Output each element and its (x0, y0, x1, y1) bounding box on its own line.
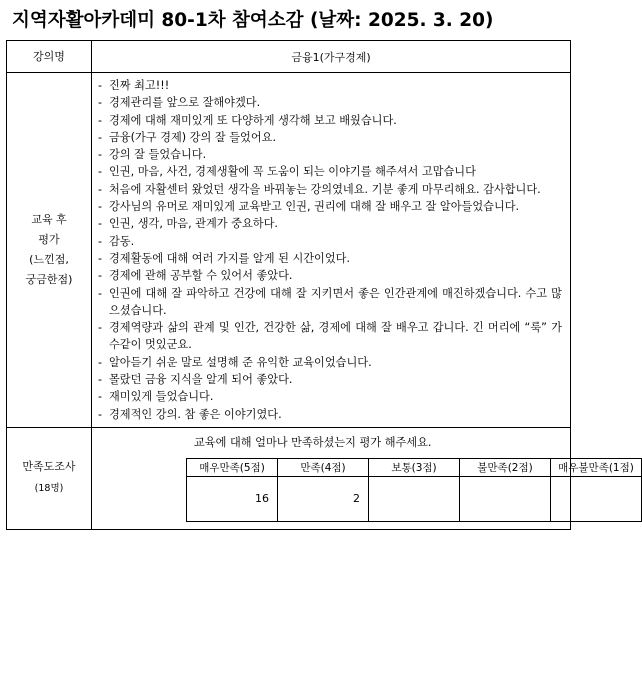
comment-item: - 재미있게 들었습니다. (98, 390, 214, 404)
comment-item: - 처음에 자활센터 왔었던 생각을 바꿔놓는 강의였네요. 기분 좋게 마무리해요. 감사합니다. (98, 182, 541, 196)
score-header-dissatisfied: 불만족(2점) (460, 458, 551, 476)
lecture-name-value: 금융1(가구경제) (92, 41, 571, 73)
satisfaction-survey-cell (92, 427, 634, 529)
score-value-row (187, 476, 642, 521)
comment-text: 인권, 마음, 사건, 경제생활에 꼭 도움이 되는 이야기를 해주셔서 고맙습니다 (109, 165, 476, 179)
score-value-neutral (369, 476, 460, 521)
satisfaction-label-cell (7, 427, 92, 529)
score-header-satisfied: 만족(4점) (278, 458, 369, 476)
comment-text: 경제에 관해 공부할 수 있어서 좋았다. (109, 269, 293, 283)
comment-item: - 금융(가구 경제) 강의 잘 들었어요. (98, 130, 277, 144)
score-value-very-dissatisfied (551, 476, 642, 521)
comment-item: - 경제관리를 앞으로 잘해야겠다. (98, 96, 261, 110)
score-value-dissatisfied (460, 476, 551, 521)
comment-item: - 몰랐던 금융 지식을 알게 되어 좋았다. (98, 373, 293, 387)
comment-item: - 경제활동에 대해 여러 가지를 알게 된 시간이었다. (98, 251, 351, 265)
evaluation-label-line: 궁금한점) (25, 272, 73, 286)
comment-text: 금융(가구 경제) 강의 잘 들었어요. (109, 130, 277, 144)
satisfaction-label: 만족도조사 (22, 460, 76, 474)
lecture-name-label: 강의명 (7, 41, 92, 73)
comment-text: 알아듣기 쉬운 말로 설명해 준 유익한 교육이었습니다. (109, 355, 372, 369)
comment-text: 경제적인 강의. 참 좋은 이야기였다. (109, 407, 282, 421)
score-value-very-satisfied: 16 (187, 476, 278, 521)
comment-item: - 진짜 최고!!! (98, 79, 170, 92)
comment-item: - 경제에 대해 재미있게 또 다양하게 생각해 보고 배웠습니다. (98, 113, 397, 127)
comment-item: - 강의 잘 들었습니다. (98, 148, 207, 162)
evaluation-label (7, 73, 92, 428)
participation-feedback-table (6, 40, 634, 530)
comment-text: 강의 잘 들었습니다. (109, 148, 207, 162)
score-header-very-satisfied: 매우만족(5점) (187, 458, 278, 476)
score-value-satisfied: 2 (278, 476, 369, 521)
evaluation-label-line: 평가 (38, 232, 60, 246)
score-header-row (187, 458, 642, 476)
comment-text: 경제활동에 대해 여러 가지를 알게 된 시간이었다. (109, 251, 351, 265)
comment-item: - 경제에 관해 공부할 수 있어서 좋았다. (98, 269, 293, 283)
satisfaction-score-table (186, 458, 642, 522)
evaluation-label-line: 교육 후 (31, 212, 67, 226)
satisfaction-question: 교육에 대해 얼마나 만족하셨는지 평가 해주세요. (194, 435, 432, 449)
evaluation-label-line: (느낀점, (29, 252, 69, 266)
comment-item: - 감동. (98, 234, 135, 248)
comment-item: - 알아듣기 쉬운 말로 설명해 준 유익한 교육이었습니다. (98, 355, 372, 369)
comment-text: 경제에 대해 재미있게 또 다양하게 생각해 보고 배웠습니다. (109, 113, 397, 127)
comment-item: - 경제적인 강의. 참 좋은 이야기였다. (98, 407, 282, 421)
score-header-neutral: 보통(3점) (369, 458, 460, 476)
comment-item: - 인권, 생각, 마음, 관계가 중요하다. (98, 217, 278, 231)
comment-item: - 인권에 대해 잘 파악하고 건강에 대해 잘 지키면서 좋은 인간관계에 매진하겠습니다. 수고 많으셨습니다. (98, 286, 562, 317)
satisfaction-row (7, 427, 571, 529)
comment-text: 경제관리를 앞으로 잘해야겠다. (109, 96, 261, 110)
comment-text: 인권, 생각, 마음, 관계가 중요하다. (109, 217, 278, 231)
comment-text: 인권에 대해 잘 파악하고 건강에 대해 잘 지키면서 좋은 인간관계에 매진하겠습니다. 수고 많으셨습니다. (109, 286, 562, 317)
comment-list (98, 77, 562, 423)
comment-text: 재미있게 들었습니다. (109, 390, 214, 404)
evaluation-comments-cell (92, 73, 571, 428)
comment-item: - 강사님의 유머로 재미있게 교육받고 인권, 권리에 대해 잘 배우고 잘 알아들었습니다. (98, 200, 520, 214)
comment-text: 진짜 최고!!! (109, 79, 170, 92)
respondent-count: (18명) (34, 483, 64, 495)
comment-item: - 인권, 마음, 사건, 경제생활에 꼭 도움이 되는 이야기를 해주셔서 고맙습니다 (98, 165, 476, 179)
comment-text: 감동. (109, 234, 135, 248)
comment-text: 경제역량과 삶의 관계 및 인간, 건강한 삶, 경제에 대해 잘 배우고 갑니다. 긴 머리에 “룩” 가수같이 멋있군요. (109, 321, 562, 352)
comment-text: 몰랐던 금융 지식을 알게 되어 좋았다. (109, 373, 293, 387)
comment-text: 강사님의 유머로 재미있게 교육받고 인권, 권리에 대해 잘 배우고 잘 알아들었습니다. (109, 200, 520, 214)
header-row (7, 41, 571, 73)
evaluation-row (7, 73, 571, 428)
page-title: 지역자활아카데미 80-1차 참여소감 (날짜: 2025. 3. 20) (12, 10, 494, 31)
score-header-very-dissatisfied: 매우불만족(1점) (551, 458, 642, 476)
comment-text: 처음에 자활센터 왔었던 생각을 바꿔놓는 강의였네요. 기분 좋게 마무리해요. 감사합니다. (109, 182, 541, 196)
comment-item: - 경제역량과 삶의 관계 및 인간, 건강한 삶, 경제에 대해 잘 배우고 갑니다. 긴 머리에 “룩” 가수같이 멋있군요. (98, 321, 562, 352)
